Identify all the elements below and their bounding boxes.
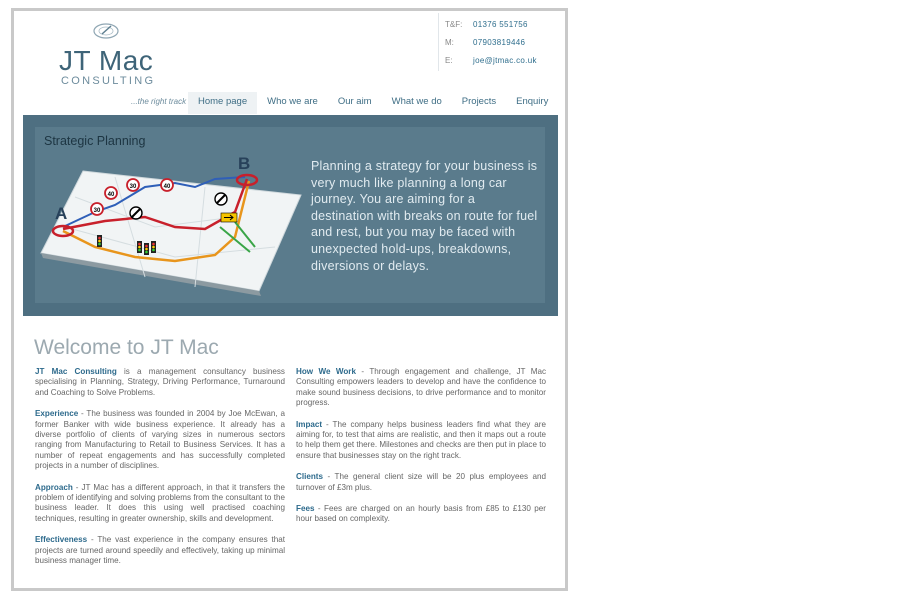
paragraph-heading: Fees bbox=[296, 504, 315, 514]
contact-block bbox=[438, 13, 569, 71]
nav-projects[interactable]: Projects bbox=[461, 96, 497, 107]
paragraph-heading: Clients bbox=[296, 472, 323, 482]
experience-paragraph bbox=[35, 409, 285, 471]
route-map-illustration bbox=[35, 157, 305, 303]
svg-text:40: 40 bbox=[107, 192, 115, 198]
contact-value: 01376 551756 bbox=[473, 19, 528, 29]
main-nav bbox=[188, 92, 558, 114]
clients-paragraph bbox=[296, 472, 546, 493]
diversion-sign-icon bbox=[221, 213, 237, 222]
traffic-light-icon bbox=[151, 241, 156, 253]
paragraph-heading: Approach bbox=[35, 482, 73, 492]
contact-label: E: bbox=[445, 55, 453, 65]
paragraph-text: - The company helps business leaders find what they are aiming for, to test that aims are realistic, and then it maps out a route to help them get there. Milestones and checks are then put in place to ensure that businesses stay on the right track. bbox=[296, 419, 546, 460]
paragraph-heading: Effectiveness bbox=[35, 535, 88, 545]
contact-phone bbox=[445, 17, 569, 31]
effectiveness-paragraph bbox=[35, 535, 285, 566]
svg-text:40: 40 bbox=[163, 184, 171, 190]
hero-panel bbox=[35, 127, 545, 303]
paragraph-text: - The general client size will be 20 plus employees and turnover of £3m plus. bbox=[296, 472, 546, 492]
traffic-light-icon bbox=[97, 235, 102, 247]
paragraph-text: - The vast experience in the company ensures that projects are turned around speedily and effectively, taking up minimal business manager time. bbox=[35, 535, 285, 566]
compass-logo-icon bbox=[91, 21, 121, 41]
page-frame bbox=[11, 8, 568, 591]
svg-text:30: 30 bbox=[93, 208, 101, 214]
logo-title: JT Mac bbox=[59, 45, 154, 76]
derestriction-sign-icon bbox=[130, 207, 142, 219]
banner-title: Strategic Planning bbox=[44, 134, 146, 148]
paragraph-text: - JT Mac has a different approach, in that it transfers the problem of identifying and solving problems from the consultant to the business leader. It does this using well practised coaching techniques, resulting in greater ownership, skills and development. bbox=[35, 482, 285, 523]
speed-sign-icon bbox=[91, 203, 103, 215]
banner-text: Planning a strategy for your business is very much like planning a long car journey. You are aiming for a destination with breaks on route for fuel and rest, but you may be faced with unexpected hold-ups, breakdowns, diversions or delays. bbox=[311, 159, 538, 273]
nav-home[interactable]: Home page bbox=[188, 92, 257, 114]
map-label-b: B bbox=[238, 157, 251, 173]
contact-value: 07903819446 bbox=[473, 37, 526, 47]
paragraph-text: is a management consultancy business specialising in Planning, Strategy, Driving Performance, Turnaround and Coaching to Solve Problems. bbox=[35, 367, 285, 397]
contact-email bbox=[445, 53, 569, 67]
contact-mobile bbox=[445, 35, 569, 49]
speed-sign-icon bbox=[161, 179, 173, 191]
approach-paragraph bbox=[35, 483, 285, 525]
email-link[interactable]: joe@jtmac.co.uk bbox=[473, 55, 537, 65]
paragraph-heading: How We Work bbox=[296, 367, 356, 376]
paragraph-text: - Fees are charged on an hourly basis from £85 to £130 per hour based on complexity. bbox=[296, 504, 546, 524]
nav-our-aim[interactable]: Our aim bbox=[337, 96, 372, 107]
logo-subtitle: CONSULTING bbox=[61, 75, 156, 87]
page-title: Welcome to JT Mac bbox=[34, 336, 219, 359]
svg-text:30: 30 bbox=[129, 184, 137, 190]
nav-enquiry[interactable]: Enquiry bbox=[516, 96, 549, 107]
left-column bbox=[35, 367, 285, 578]
hero-banner bbox=[23, 115, 558, 316]
paragraph-heading: Experience bbox=[35, 409, 79, 419]
paragraph-heading: JT Mac Consulting bbox=[35, 367, 117, 376]
traffic-light-icon bbox=[144, 243, 149, 255]
contact-label: M: bbox=[445, 37, 454, 47]
paragraph-heading: Impact bbox=[296, 419, 323, 429]
map-label-a: A bbox=[55, 204, 68, 223]
right-column bbox=[296, 367, 546, 536]
paragraph-text: - The business was founded in 2004 by Joe McEwan, a former Banker with wide business experience. It already has a diverse portfolio of clients of varying sizes in numerous sectors ranging from Manufacturing to Retail to Business Services. It has a number of repeat engagements and has successfully completed projects in a number of disciplines. bbox=[35, 409, 285, 471]
nav-what-we-do[interactable]: What we do bbox=[391, 96, 442, 107]
paragraph-text: - Through engagement and challenge, JT Mac Consulting empowers leaders to develop and have the confidence to make sound business decisions, to drive performance and to monitor progress. bbox=[296, 367, 546, 408]
contact-label: T&F: bbox=[445, 19, 463, 29]
derestriction-sign-icon bbox=[215, 193, 227, 205]
impact-paragraph bbox=[296, 420, 546, 462]
how-we-work-paragraph bbox=[296, 367, 546, 409]
intro-paragraph bbox=[35, 367, 285, 398]
traffic-light-icon bbox=[137, 241, 142, 253]
nav-who-we-are[interactable]: Who we are bbox=[267, 96, 318, 107]
speed-sign-icon bbox=[105, 187, 117, 199]
speed-sign-icon bbox=[127, 179, 139, 191]
fees-paragraph bbox=[296, 504, 546, 525]
tagline: ...the right track bbox=[131, 97, 187, 106]
